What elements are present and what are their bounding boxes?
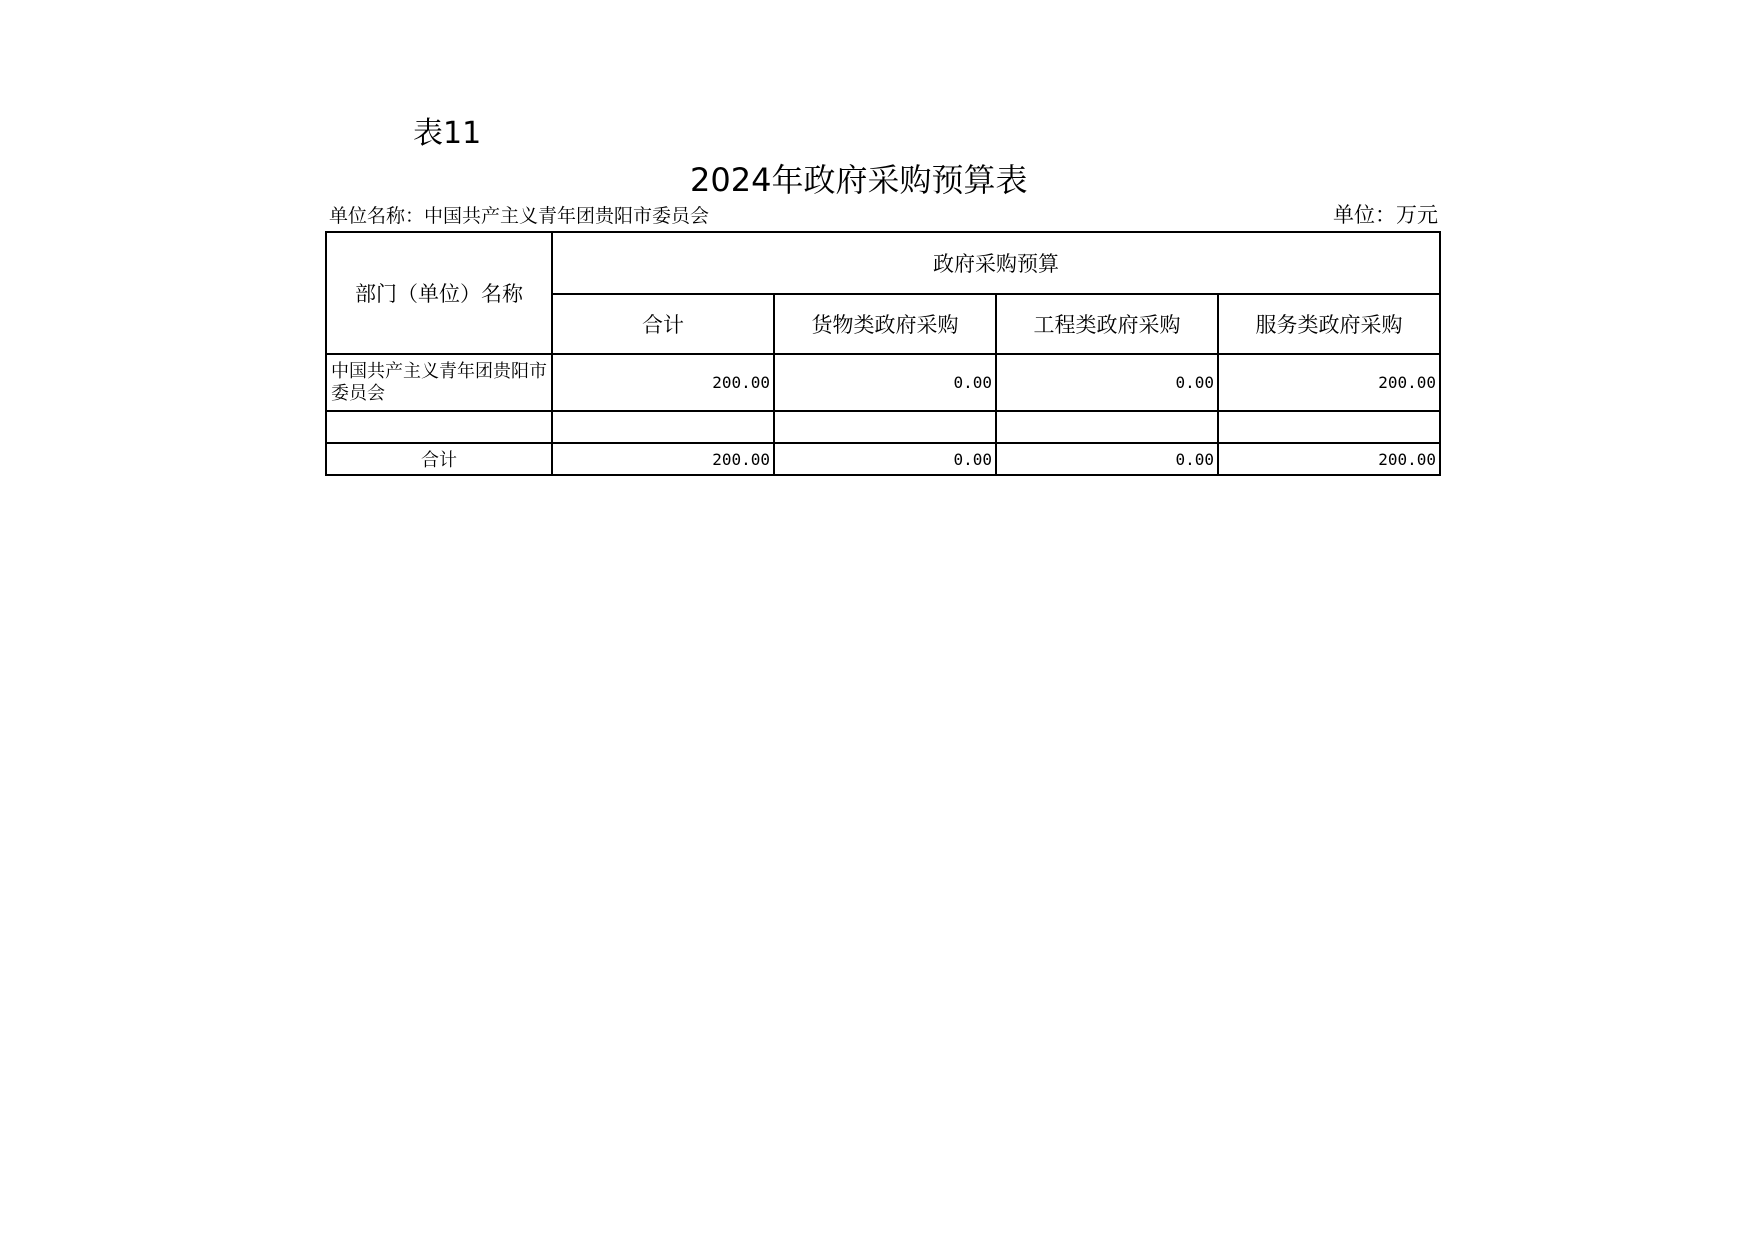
empty-cell bbox=[996, 411, 1218, 443]
row-department-name: 中国共产主义青年团贵阳市委员会 bbox=[326, 354, 552, 411]
column-header-department: 部门（单位）名称 bbox=[326, 232, 552, 354]
empty-cell bbox=[774, 411, 996, 443]
total-row-services-value: 200.00 bbox=[1218, 443, 1440, 475]
currency-unit-label: 单位：万元 bbox=[1333, 203, 1438, 227]
column-header-services: 服务类政府采购 bbox=[1218, 294, 1440, 354]
empty-cell bbox=[326, 411, 552, 443]
row-services-value: 200.00 bbox=[1218, 354, 1440, 411]
empty-row bbox=[326, 411, 1440, 443]
column-header-procurement-budget: 政府采购预算 bbox=[552, 232, 1440, 294]
header-row-group bbox=[326, 232, 1440, 294]
total-row bbox=[326, 443, 1440, 475]
column-header-total: 合计 bbox=[552, 294, 774, 354]
empty-cell bbox=[1218, 411, 1440, 443]
row-goods-value: 0.00 bbox=[774, 354, 996, 411]
total-row-total-value: 200.00 bbox=[552, 443, 774, 475]
total-row-goods-value: 0.00 bbox=[774, 443, 996, 475]
empty-cell bbox=[552, 411, 774, 443]
total-row-engineering-value: 0.00 bbox=[996, 443, 1218, 475]
procurement-budget-table bbox=[325, 231, 1441, 476]
column-header-goods: 货物类政府采购 bbox=[774, 294, 996, 354]
row-engineering-value: 0.00 bbox=[996, 354, 1218, 411]
table-number: 表11 bbox=[413, 116, 482, 151]
page-title: 2024年政府采购预算表 bbox=[690, 161, 1028, 199]
row-total-value: 200.00 bbox=[552, 354, 774, 411]
column-header-engineering: 工程类政府采购 bbox=[996, 294, 1218, 354]
table-row bbox=[326, 354, 1440, 411]
unit-name-label: 单位名称：中国共产主义青年团贵阳市委员会 bbox=[329, 205, 710, 227]
total-row-label: 合计 bbox=[326, 443, 552, 475]
